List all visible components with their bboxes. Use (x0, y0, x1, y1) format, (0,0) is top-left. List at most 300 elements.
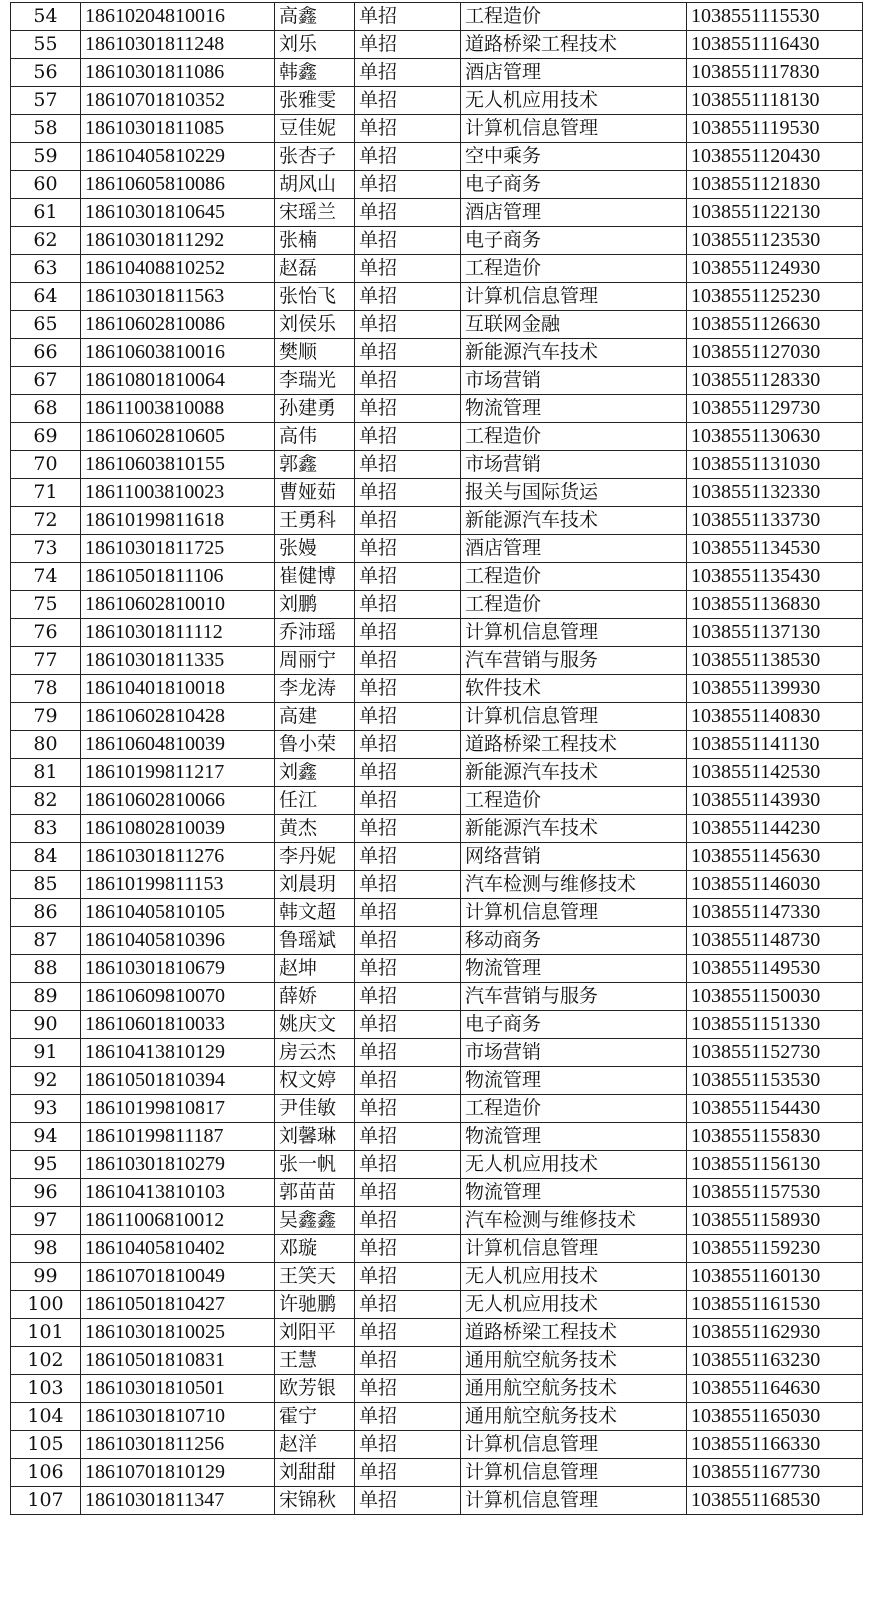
major-cell: 计算机信息管理 (461, 1459, 687, 1487)
major-cell: 无人机应用技术 (461, 1151, 687, 1179)
admission-type-cell: 单招 (355, 311, 461, 339)
admission-type-cell: 单招 (355, 619, 461, 647)
admission-type-cell: 单招 (355, 815, 461, 843)
notice-number-cell: 1038551127030 (687, 339, 863, 367)
exam-number-cell: 18610603810016 (81, 339, 275, 367)
row-index-cell: 100 (11, 1291, 81, 1319)
table-row (11, 675, 863, 703)
major-cell: 新能源汽车技术 (461, 507, 687, 535)
student-name-cell: 崔健博 (275, 563, 355, 591)
notice-number-cell: 1038551131030 (687, 451, 863, 479)
major-cell: 计算机信息管理 (461, 1235, 687, 1263)
student-name-cell: 张雅雯 (275, 87, 355, 115)
notice-number-cell: 1038551148730 (687, 927, 863, 955)
row-index-cell: 60 (11, 171, 81, 199)
exam-number-cell: 18610802810039 (81, 815, 275, 843)
row-index-cell: 59 (11, 143, 81, 171)
table-row (11, 927, 863, 955)
table-row (11, 31, 863, 59)
admission-type-cell: 单招 (355, 955, 461, 983)
student-name-cell: 刘乐 (275, 31, 355, 59)
admission-type-cell: 单招 (355, 115, 461, 143)
exam-number-cell: 18610501810394 (81, 1067, 275, 1095)
notice-number-cell: 1038551129730 (687, 395, 863, 423)
admission-type-cell: 单招 (355, 1319, 461, 1347)
notice-number-cell: 1038551167730 (687, 1459, 863, 1487)
row-index-cell: 73 (11, 535, 81, 563)
exam-number-cell: 18610301811347 (81, 1487, 275, 1515)
exam-number-cell: 18610301811563 (81, 283, 275, 311)
student-name-cell: 薛娇 (275, 983, 355, 1011)
major-cell: 物流管理 (461, 1067, 687, 1095)
table-row (11, 815, 863, 843)
table-row (11, 1375, 863, 1403)
major-cell: 互联网金融 (461, 311, 687, 339)
exam-number-cell: 18610301811725 (81, 535, 275, 563)
notice-number-cell: 1038551140830 (687, 703, 863, 731)
admission-type-cell: 单招 (355, 927, 461, 955)
table-row (11, 1291, 863, 1319)
table-body (11, 3, 863, 1515)
table-row (11, 843, 863, 871)
row-index-cell: 65 (11, 311, 81, 339)
major-cell: 市场营销 (461, 451, 687, 479)
exam-number-cell: 18611006810012 (81, 1207, 275, 1235)
table-row (11, 451, 863, 479)
notice-number-cell: 1038551149530 (687, 955, 863, 983)
major-cell: 道路桥梁工程技术 (461, 31, 687, 59)
student-name-cell: 王笑天 (275, 1263, 355, 1291)
table-row (11, 1011, 863, 1039)
table-row (11, 1459, 863, 1487)
major-cell: 报关与国际货运 (461, 479, 687, 507)
major-cell: 电子商务 (461, 171, 687, 199)
notice-number-cell: 1038551146030 (687, 871, 863, 899)
major-cell: 道路桥梁工程技术 (461, 731, 687, 759)
table-row (11, 1095, 863, 1123)
row-index-cell: 90 (11, 1011, 81, 1039)
student-name-cell: 李丹妮 (275, 843, 355, 871)
notice-number-cell: 1038551143930 (687, 787, 863, 815)
table-row (11, 1431, 863, 1459)
row-index-cell: 61 (11, 199, 81, 227)
row-index-cell: 79 (11, 703, 81, 731)
table-row (11, 1263, 863, 1291)
admission-type-cell: 单招 (355, 1207, 461, 1235)
major-cell: 空中乘务 (461, 143, 687, 171)
notice-number-cell: 1038551124930 (687, 255, 863, 283)
row-index-cell: 85 (11, 871, 81, 899)
major-cell: 物流管理 (461, 955, 687, 983)
row-index-cell: 80 (11, 731, 81, 759)
notice-number-cell: 1038551139930 (687, 675, 863, 703)
exam-number-cell: 18610401810018 (81, 675, 275, 703)
row-index-cell: 96 (11, 1179, 81, 1207)
table-row (11, 227, 863, 255)
notice-number-cell: 1038551152730 (687, 1039, 863, 1067)
row-index-cell: 104 (11, 1403, 81, 1431)
student-name-cell: 高鑫 (275, 3, 355, 31)
major-cell: 通用航空航务技术 (461, 1403, 687, 1431)
admission-type-cell: 单招 (355, 423, 461, 451)
student-name-cell: 吴鑫鑫 (275, 1207, 355, 1235)
row-index-cell: 78 (11, 675, 81, 703)
table-row (11, 1403, 863, 1431)
admission-type-cell: 单招 (355, 143, 461, 171)
notice-number-cell: 1038551130630 (687, 423, 863, 451)
student-name-cell: 张杏子 (275, 143, 355, 171)
notice-number-cell: 1038551134530 (687, 535, 863, 563)
exam-number-cell: 18610301811276 (81, 843, 275, 871)
student-name-cell: 刘鑫 (275, 759, 355, 787)
exam-number-cell: 18610301810501 (81, 1375, 275, 1403)
exam-number-cell: 18610405810402 (81, 1235, 275, 1263)
student-name-cell: 霍宁 (275, 1403, 355, 1431)
admission-type-cell: 单招 (355, 1039, 461, 1067)
row-index-cell: 97 (11, 1207, 81, 1235)
notice-number-cell: 1038551155830 (687, 1123, 863, 1151)
exam-number-cell: 18610199811153 (81, 871, 275, 899)
admission-type-cell: 单招 (355, 1151, 461, 1179)
admission-type-cell: 单招 (355, 675, 461, 703)
notice-number-cell: 1038551133730 (687, 507, 863, 535)
exam-number-cell: 18611003810023 (81, 479, 275, 507)
student-name-cell: 权文婷 (275, 1067, 355, 1095)
major-cell: 新能源汽车技术 (461, 339, 687, 367)
notice-number-cell: 1038551159230 (687, 1235, 863, 1263)
admission-type-cell: 单招 (355, 1011, 461, 1039)
student-name-cell: 高伟 (275, 423, 355, 451)
row-index-cell: 98 (11, 1235, 81, 1263)
row-index-cell: 87 (11, 927, 81, 955)
admission-type-cell: 单招 (355, 703, 461, 731)
table-row (11, 1039, 863, 1067)
notice-number-cell: 1038551145630 (687, 843, 863, 871)
notice-number-cell: 1038551158930 (687, 1207, 863, 1235)
major-cell: 无人机应用技术 (461, 87, 687, 115)
row-index-cell: 99 (11, 1263, 81, 1291)
table-row (11, 899, 863, 927)
row-index-cell: 55 (11, 31, 81, 59)
exam-number-cell: 18610602810066 (81, 787, 275, 815)
notice-number-cell: 1038551144230 (687, 815, 863, 843)
student-name-cell: 郭鑫 (275, 451, 355, 479)
student-name-cell: 赵洋 (275, 1431, 355, 1459)
table-row (11, 787, 863, 815)
admission-type-cell: 单招 (355, 1403, 461, 1431)
student-name-cell: 姚庆文 (275, 1011, 355, 1039)
table-row (11, 1347, 863, 1375)
notice-number-cell: 1038551119530 (687, 115, 863, 143)
exam-number-cell: 18610604810039 (81, 731, 275, 759)
major-cell: 计算机信息管理 (461, 899, 687, 927)
major-cell: 工程造价 (461, 255, 687, 283)
table-row (11, 367, 863, 395)
exam-number-cell: 18610501810427 (81, 1291, 275, 1319)
exam-number-cell: 18610199811618 (81, 507, 275, 535)
table-row (11, 3, 863, 31)
exam-number-cell: 18610405810229 (81, 143, 275, 171)
row-index-cell: 95 (11, 1151, 81, 1179)
row-index-cell: 76 (11, 619, 81, 647)
table-row (11, 1487, 863, 1515)
major-cell: 工程造价 (461, 423, 687, 451)
table-row (11, 871, 863, 899)
admission-type-cell: 单招 (355, 227, 461, 255)
exam-number-cell: 18610199811217 (81, 759, 275, 787)
major-cell: 计算机信息管理 (461, 1487, 687, 1515)
row-index-cell: 88 (11, 955, 81, 983)
student-name-cell: 鲁小荣 (275, 731, 355, 759)
admission-type-cell: 单招 (355, 395, 461, 423)
exam-number-cell: 18610605810086 (81, 171, 275, 199)
table-row (11, 507, 863, 535)
notice-number-cell: 1038551141130 (687, 731, 863, 759)
row-index-cell: 83 (11, 815, 81, 843)
table-row (11, 283, 863, 311)
table-row (11, 1207, 863, 1235)
student-name-cell: 邓璇 (275, 1235, 355, 1263)
row-index-cell: 74 (11, 563, 81, 591)
notice-number-cell: 1038551115530 (687, 3, 863, 31)
table-row (11, 171, 863, 199)
major-cell: 软件技术 (461, 675, 687, 703)
table-row (11, 479, 863, 507)
student-name-cell: 王勇科 (275, 507, 355, 535)
table-row (11, 255, 863, 283)
admission-type-cell: 单招 (355, 87, 461, 115)
admission-type-cell: 单招 (355, 1095, 461, 1123)
exam-number-cell: 18610204810016 (81, 3, 275, 31)
admission-type-cell: 单招 (355, 1067, 461, 1095)
student-name-cell: 赵磊 (275, 255, 355, 283)
table-row (11, 563, 863, 591)
row-index-cell: 71 (11, 479, 81, 507)
notice-number-cell: 1038551121830 (687, 171, 863, 199)
notice-number-cell: 1038551120430 (687, 143, 863, 171)
student-name-cell: 宋锦秋 (275, 1487, 355, 1515)
major-cell: 物流管理 (461, 395, 687, 423)
student-name-cell: 张一帆 (275, 1151, 355, 1179)
major-cell: 酒店管理 (461, 199, 687, 227)
student-name-cell: 刘侯乐 (275, 311, 355, 339)
exam-number-cell: 18610405810396 (81, 927, 275, 955)
notice-number-cell: 1038551162930 (687, 1319, 863, 1347)
exam-number-cell: 18610602810428 (81, 703, 275, 731)
row-index-cell: 72 (11, 507, 81, 535)
admission-type-cell: 单招 (355, 339, 461, 367)
table-row (11, 731, 863, 759)
row-index-cell: 70 (11, 451, 81, 479)
admission-type-cell: 单招 (355, 535, 461, 563)
major-cell: 汽车检测与维修技术 (461, 871, 687, 899)
exam-number-cell: 18610413810129 (81, 1039, 275, 1067)
notice-number-cell: 1038551168530 (687, 1487, 863, 1515)
exam-number-cell: 18610301810710 (81, 1403, 275, 1431)
admission-type-cell: 单招 (355, 787, 461, 815)
exam-number-cell: 18610501810831 (81, 1347, 275, 1375)
row-index-cell: 67 (11, 367, 81, 395)
row-index-cell: 106 (11, 1459, 81, 1487)
table-row (11, 591, 863, 619)
admission-type-cell: 单招 (355, 843, 461, 871)
major-cell: 新能源汽车技术 (461, 759, 687, 787)
major-cell: 工程造价 (461, 787, 687, 815)
table-row (11, 983, 863, 1011)
table-row (11, 59, 863, 87)
major-cell: 工程造价 (461, 1095, 687, 1123)
admission-type-cell: 单招 (355, 255, 461, 283)
row-index-cell: 63 (11, 255, 81, 283)
major-cell: 计算机信息管理 (461, 115, 687, 143)
exam-number-cell: 18610602810605 (81, 423, 275, 451)
admission-type-cell: 单招 (355, 199, 461, 227)
student-name-cell: 张嫚 (275, 535, 355, 563)
table-row (11, 339, 863, 367)
admission-type-cell: 单招 (355, 3, 461, 31)
exam-number-cell: 18610301811112 (81, 619, 275, 647)
table-row (11, 955, 863, 983)
exam-number-cell: 18610602810010 (81, 591, 275, 619)
notice-number-cell: 1038551125230 (687, 283, 863, 311)
admission-type-cell: 单招 (355, 1375, 461, 1403)
major-cell: 市场营销 (461, 367, 687, 395)
notice-number-cell: 1038551126630 (687, 311, 863, 339)
student-name-cell: 樊顺 (275, 339, 355, 367)
exam-number-cell: 18610199810817 (81, 1095, 275, 1123)
major-cell: 计算机信息管理 (461, 283, 687, 311)
row-index-cell: 68 (11, 395, 81, 423)
row-index-cell: 62 (11, 227, 81, 255)
row-index-cell: 54 (11, 3, 81, 31)
row-index-cell: 93 (11, 1095, 81, 1123)
major-cell: 酒店管理 (461, 59, 687, 87)
exam-number-cell: 18610701810129 (81, 1459, 275, 1487)
row-index-cell: 69 (11, 423, 81, 451)
table-row (11, 199, 863, 227)
row-index-cell: 84 (11, 843, 81, 871)
notice-number-cell: 1038551153530 (687, 1067, 863, 1095)
row-index-cell: 103 (11, 1375, 81, 1403)
student-name-cell: 尹佳敏 (275, 1095, 355, 1123)
admission-type-cell: 单招 (355, 591, 461, 619)
major-cell: 网络营销 (461, 843, 687, 871)
table-row (11, 1123, 863, 1151)
exam-number-cell: 18610801810064 (81, 367, 275, 395)
major-cell: 新能源汽车技术 (461, 815, 687, 843)
row-index-cell: 77 (11, 647, 81, 675)
row-index-cell: 86 (11, 899, 81, 927)
exam-number-cell: 18610405810105 (81, 899, 275, 927)
exam-number-cell: 18610701810049 (81, 1263, 275, 1291)
admission-type-cell: 单招 (355, 507, 461, 535)
exam-number-cell: 18610501811106 (81, 563, 275, 591)
major-cell: 道路桥梁工程技术 (461, 1319, 687, 1347)
exam-number-cell: 18610301811086 (81, 59, 275, 87)
notice-number-cell: 1038551135430 (687, 563, 863, 591)
admission-type-cell: 单招 (355, 871, 461, 899)
row-index-cell: 92 (11, 1067, 81, 1095)
table-row (11, 395, 863, 423)
major-cell: 移动商务 (461, 927, 687, 955)
notice-number-cell: 1038551116430 (687, 31, 863, 59)
admission-type-cell: 单招 (355, 31, 461, 59)
admission-type-cell: 单招 (355, 647, 461, 675)
row-index-cell: 91 (11, 1039, 81, 1067)
major-cell: 计算机信息管理 (461, 703, 687, 731)
major-cell: 电子商务 (461, 1011, 687, 1039)
admission-type-cell: 单招 (355, 1459, 461, 1487)
table-row (11, 423, 863, 451)
exam-number-cell: 18610301810679 (81, 955, 275, 983)
admission-type-cell: 单招 (355, 1347, 461, 1375)
row-index-cell: 64 (11, 283, 81, 311)
admission-type-cell: 单招 (355, 563, 461, 591)
admission-type-cell: 单招 (355, 1291, 461, 1319)
student-name-cell: 赵坤 (275, 955, 355, 983)
admission-type-cell: 单招 (355, 759, 461, 787)
notice-number-cell: 1038551150030 (687, 983, 863, 1011)
student-name-cell: 张怡飞 (275, 283, 355, 311)
table-row (11, 1235, 863, 1263)
student-name-cell: 李瑞光 (275, 367, 355, 395)
major-cell: 市场营销 (461, 1039, 687, 1067)
admission-type-cell: 单招 (355, 983, 461, 1011)
notice-number-cell: 1038551161530 (687, 1291, 863, 1319)
notice-number-cell: 1038551154430 (687, 1095, 863, 1123)
notice-number-cell: 1038551117830 (687, 59, 863, 87)
student-name-cell: 刘阳平 (275, 1319, 355, 1347)
student-name-cell: 韩文超 (275, 899, 355, 927)
table-row (11, 311, 863, 339)
student-name-cell: 鲁瑶斌 (275, 927, 355, 955)
exam-number-cell: 18610603810155 (81, 451, 275, 479)
row-index-cell: 81 (11, 759, 81, 787)
major-cell: 电子商务 (461, 227, 687, 255)
admission-type-cell: 单招 (355, 451, 461, 479)
row-index-cell: 102 (11, 1347, 81, 1375)
student-name-cell: 黄杰 (275, 815, 355, 843)
row-index-cell: 57 (11, 87, 81, 115)
table-row (11, 703, 863, 731)
table-row (11, 1179, 863, 1207)
exam-number-cell: 18610301811292 (81, 227, 275, 255)
student-name-cell: 孙建勇 (275, 395, 355, 423)
exam-number-cell: 18610701810352 (81, 87, 275, 115)
major-cell: 无人机应用技术 (461, 1291, 687, 1319)
student-name-cell: 高建 (275, 703, 355, 731)
table-row (11, 647, 863, 675)
student-name-cell: 李龙涛 (275, 675, 355, 703)
exam-number-cell: 18610199811187 (81, 1123, 275, 1151)
major-cell: 计算机信息管理 (461, 619, 687, 647)
notice-number-cell: 1038551157530 (687, 1179, 863, 1207)
notice-number-cell: 1038551118130 (687, 87, 863, 115)
notice-number-cell: 1038551160130 (687, 1263, 863, 1291)
table-row (11, 1067, 863, 1095)
student-name-cell: 欧芳银 (275, 1375, 355, 1403)
student-name-cell: 乔沛瑶 (275, 619, 355, 647)
major-cell: 计算机信息管理 (461, 1431, 687, 1459)
exam-number-cell: 18610301811256 (81, 1431, 275, 1459)
admission-type-cell: 单招 (355, 899, 461, 927)
student-name-cell: 张楠 (275, 227, 355, 255)
student-name-cell: 许驰鹏 (275, 1291, 355, 1319)
row-index-cell: 107 (11, 1487, 81, 1515)
notice-number-cell: 1038551136830 (687, 591, 863, 619)
row-index-cell: 101 (11, 1319, 81, 1347)
notice-number-cell: 1038551147330 (687, 899, 863, 927)
